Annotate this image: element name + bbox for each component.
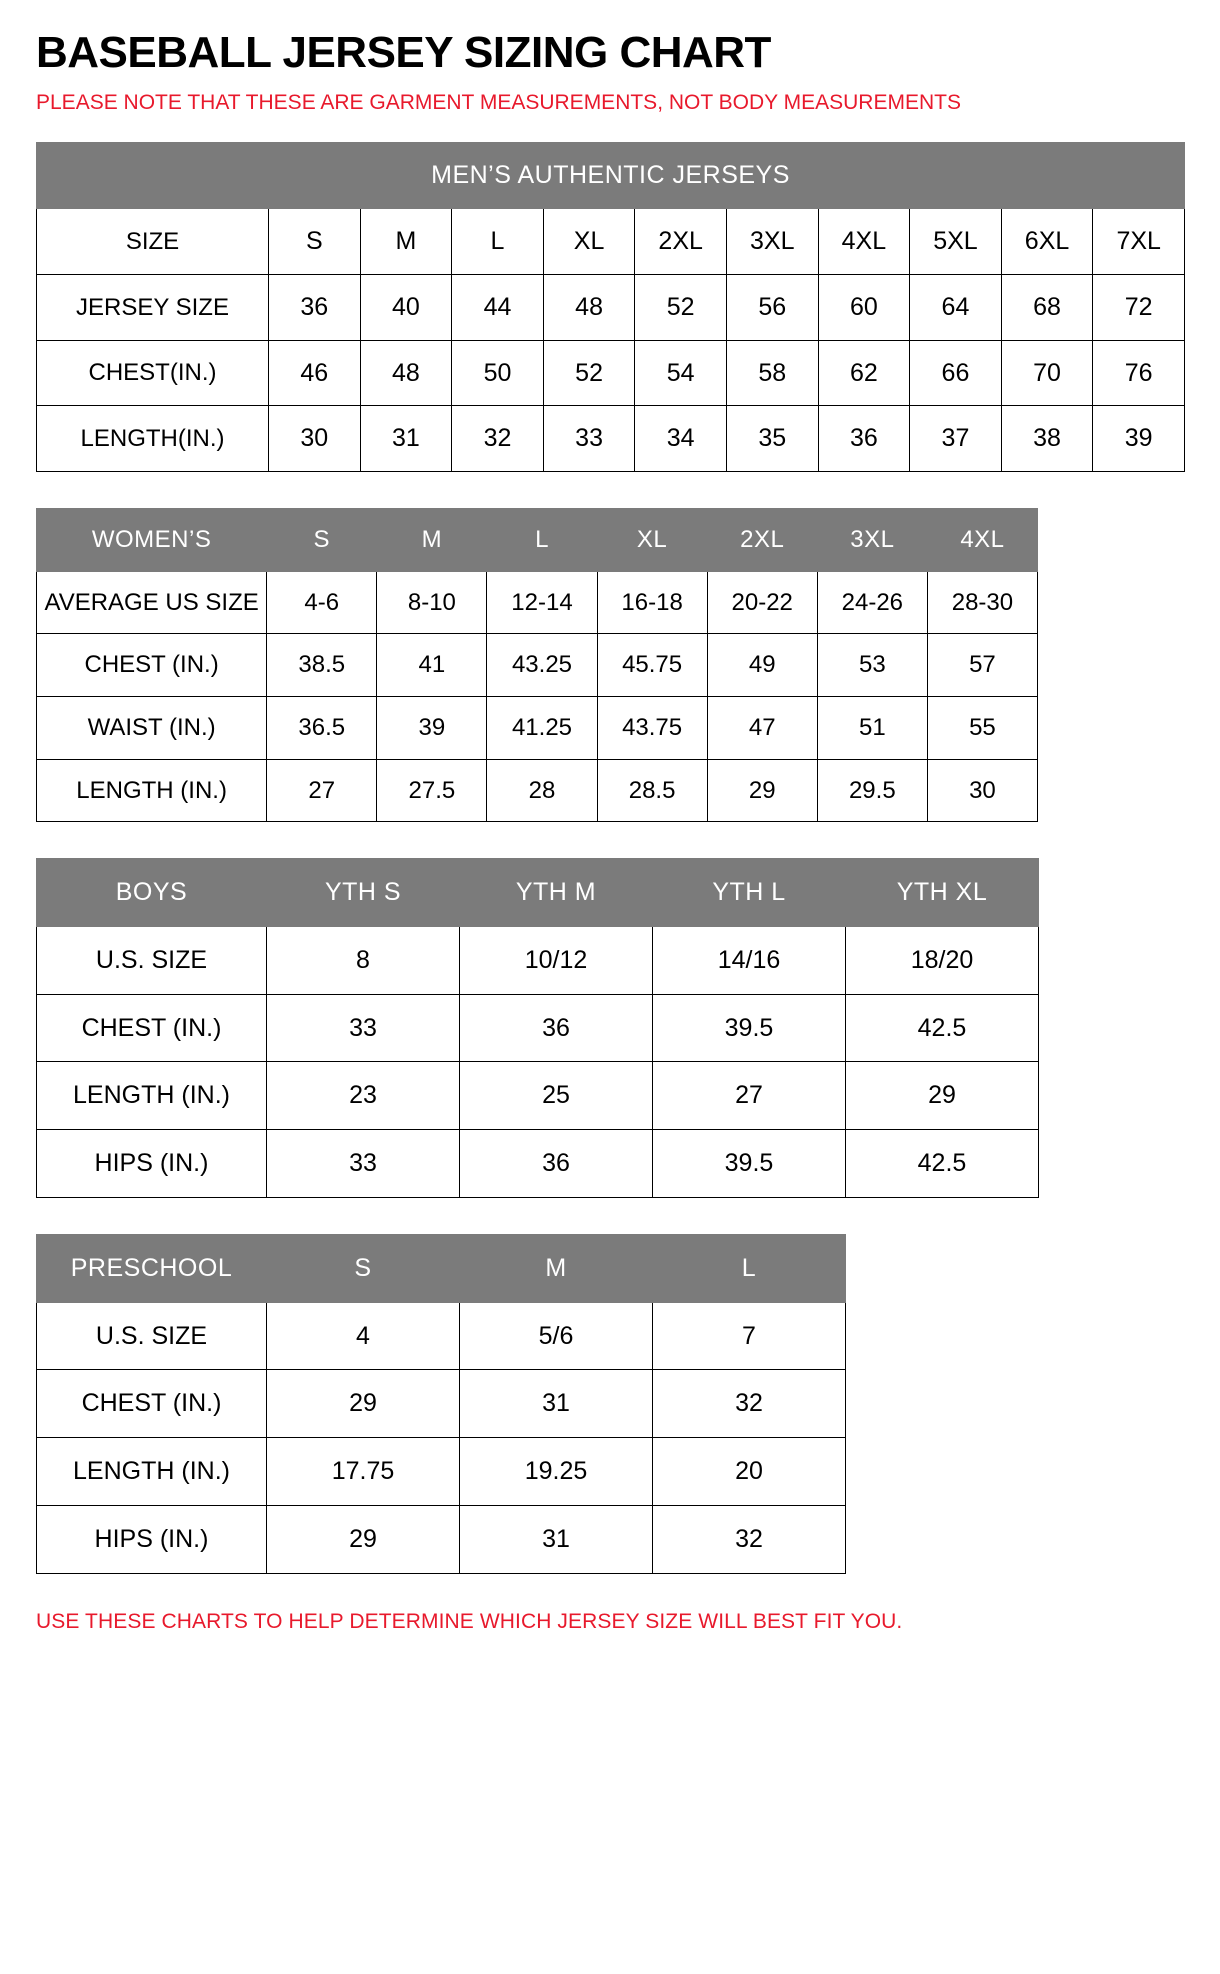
cell: 36 — [460, 994, 653, 1062]
preschool-jerseys-table — [36, 1234, 846, 1574]
cell: 36 — [818, 406, 910, 472]
column-header: M — [460, 1234, 653, 1302]
cell: 27.5 — [377, 759, 487, 822]
table-header-row — [37, 509, 1038, 572]
garment-measurement-note: PLEASE NOTE THAT THESE ARE GARMENT MEASUREMENTS, NOT BODY MEASUREMENTS — [36, 91, 961, 115]
cell: 31 — [460, 1370, 653, 1438]
cell: 51 — [817, 696, 927, 759]
cell: 30 — [269, 406, 361, 472]
row-label: CHEST(IN.) — [37, 340, 269, 406]
cell: 53 — [817, 634, 927, 697]
table-header-row — [37, 859, 1039, 927]
cell: 40 — [360, 274, 452, 340]
table-row — [37, 696, 1038, 759]
cell: L — [452, 209, 544, 275]
cell: 38 — [1001, 406, 1093, 472]
cell: 3XL — [726, 209, 818, 275]
cell: 36 — [460, 1130, 653, 1198]
mens-authentic-jerseys-table — [36, 142, 1185, 472]
cell: 45.75 — [597, 634, 707, 697]
column-header: XL — [597, 509, 707, 572]
cell: 37 — [910, 406, 1002, 472]
cell: 54 — [635, 340, 727, 406]
cell: 42.5 — [846, 994, 1039, 1062]
row-label: AVERAGE US SIZE — [37, 571, 267, 634]
cell: 64 — [910, 274, 1002, 340]
cell: 10/12 — [460, 926, 653, 994]
mens-banner-label: MEN’S AUTHENTIC JERSEYS — [37, 143, 1185, 209]
table-row — [37, 1130, 1039, 1198]
cell: 52 — [543, 340, 635, 406]
cell: 58 — [726, 340, 818, 406]
page-title: BASEBALL JERSEY SIZING CHART — [36, 28, 771, 77]
row-label: LENGTH (IN.) — [37, 1438, 267, 1506]
cell: 20 — [653, 1438, 846, 1506]
cell: 32 — [653, 1505, 846, 1573]
cell: 72 — [1093, 274, 1185, 340]
cell: 33 — [267, 994, 460, 1062]
column-header: 2XL — [707, 509, 817, 572]
cell: 7XL — [1093, 209, 1185, 275]
table-row — [37, 1505, 846, 1573]
cell: 44 — [452, 274, 544, 340]
cell: 29 — [707, 759, 817, 822]
column-header: L — [653, 1234, 846, 1302]
cell: 56 — [726, 274, 818, 340]
cell: 39.5 — [653, 1130, 846, 1198]
cell: 29.5 — [817, 759, 927, 822]
cell: 28.5 — [597, 759, 707, 822]
row-label: LENGTH(IN.) — [37, 406, 269, 472]
cell: 28-30 — [927, 571, 1037, 634]
table-row — [37, 340, 1185, 406]
cell: 41 — [377, 634, 487, 697]
cell: 30 — [927, 759, 1037, 822]
cell: 33 — [543, 406, 635, 472]
cell: 29 — [846, 1062, 1039, 1130]
cell: 32 — [452, 406, 544, 472]
cell: 7 — [653, 1302, 846, 1370]
cell: 66 — [910, 340, 1002, 406]
cell: 49 — [707, 634, 817, 697]
column-header: 3XL — [817, 509, 927, 572]
table-row — [37, 759, 1038, 822]
cell: 62 — [818, 340, 910, 406]
cell: 29 — [267, 1505, 460, 1573]
cell: 12-14 — [487, 571, 597, 634]
column-header: S — [267, 509, 377, 572]
row-label: CHEST (IN.) — [37, 994, 267, 1062]
table-header-row — [37, 1234, 846, 1302]
cell: 8-10 — [377, 571, 487, 634]
row-label: WAIST (IN.) — [37, 696, 267, 759]
table-row — [37, 209, 1185, 275]
table-row — [37, 1370, 846, 1438]
womens-header-label: WOMEN’S — [37, 509, 267, 572]
footer-note: USE THESE CHARTS TO HELP DETERMINE WHICH JERSEY SIZE WILL BEST FIT YOU. — [36, 1609, 903, 1633]
boys-header-label: BOYS — [37, 859, 267, 927]
cell: 57 — [927, 634, 1037, 697]
cell: 39 — [1093, 406, 1185, 472]
row-label: U.S. SIZE — [37, 1302, 267, 1370]
table-row — [37, 1438, 846, 1506]
cell: 4 — [267, 1302, 460, 1370]
table-row — [37, 571, 1038, 634]
cell: 38.5 — [267, 634, 377, 697]
cell: 39.5 — [653, 994, 846, 1062]
cell: 36 — [269, 274, 361, 340]
cell: 41.25 — [487, 696, 597, 759]
cell: 20-22 — [707, 571, 817, 634]
cell: 25 — [460, 1062, 653, 1130]
row-label: CHEST (IN.) — [37, 634, 267, 697]
cell: S — [269, 209, 361, 275]
cell: XL — [543, 209, 635, 275]
cell: 52 — [635, 274, 727, 340]
cell: 43.25 — [487, 634, 597, 697]
cell: 55 — [927, 696, 1037, 759]
column-header: 4XL — [927, 509, 1037, 572]
preschool-header-label: PRESCHOOL — [37, 1234, 267, 1302]
cell: 29 — [267, 1370, 460, 1438]
cell: 31 — [360, 406, 452, 472]
cell: 76 — [1093, 340, 1185, 406]
row-label: LENGTH (IN.) — [37, 1062, 267, 1130]
cell: 2XL — [635, 209, 727, 275]
cell: 4-6 — [267, 571, 377, 634]
cell: 50 — [452, 340, 544, 406]
column-header: M — [377, 509, 487, 572]
column-header: S — [267, 1234, 460, 1302]
cell: 48 — [543, 274, 635, 340]
cell: 70 — [1001, 340, 1093, 406]
cell: 27 — [267, 759, 377, 822]
column-header: YTH L — [653, 859, 846, 927]
cell: 68 — [1001, 274, 1093, 340]
cell: 4XL — [818, 209, 910, 275]
cell: 24-26 — [817, 571, 927, 634]
row-label: U.S. SIZE — [37, 926, 267, 994]
cell: 6XL — [1001, 209, 1093, 275]
cell: 19.25 — [460, 1438, 653, 1506]
cell: 36.5 — [267, 696, 377, 759]
table-row — [37, 634, 1038, 697]
table-banner-row — [37, 143, 1185, 209]
row-label: LENGTH (IN.) — [37, 759, 267, 822]
column-header: YTH XL — [846, 859, 1039, 927]
cell: 17.75 — [267, 1438, 460, 1506]
cell: 5XL — [910, 209, 1002, 275]
cell: 18/20 — [846, 926, 1039, 994]
cell: 5/6 — [460, 1302, 653, 1370]
cell: 34 — [635, 406, 727, 472]
cell: 42.5 — [846, 1130, 1039, 1198]
row-label: HIPS (IN.) — [37, 1130, 267, 1198]
table-row — [37, 274, 1185, 340]
cell: 46 — [269, 340, 361, 406]
column-header: YTH S — [267, 859, 460, 927]
table-row — [37, 994, 1039, 1062]
cell: 47 — [707, 696, 817, 759]
table-row — [37, 1062, 1039, 1130]
cell: 33 — [267, 1130, 460, 1198]
cell: 43.75 — [597, 696, 707, 759]
boys-jerseys-table — [36, 858, 1039, 1198]
table-row — [37, 406, 1185, 472]
cell: 48 — [360, 340, 452, 406]
cell: 35 — [726, 406, 818, 472]
row-label: HIPS (IN.) — [37, 1505, 267, 1573]
cell: M — [360, 209, 452, 275]
table-row — [37, 926, 1039, 994]
womens-jerseys-table — [36, 508, 1038, 822]
row-label: CHEST (IN.) — [37, 1370, 267, 1438]
column-header: L — [487, 509, 597, 572]
cell: 60 — [818, 274, 910, 340]
cell: 23 — [267, 1062, 460, 1130]
cell: 8 — [267, 926, 460, 994]
cell: 14/16 — [653, 926, 846, 994]
table-row — [37, 1302, 846, 1370]
cell: 32 — [653, 1370, 846, 1438]
cell: 16-18 — [597, 571, 707, 634]
cell: 31 — [460, 1505, 653, 1573]
column-header: YTH M — [460, 859, 653, 927]
cell: 27 — [653, 1062, 846, 1130]
cell: 39 — [377, 696, 487, 759]
row-label: JERSEY SIZE — [37, 274, 269, 340]
row-label: SIZE — [37, 209, 269, 275]
cell: 28 — [487, 759, 597, 822]
